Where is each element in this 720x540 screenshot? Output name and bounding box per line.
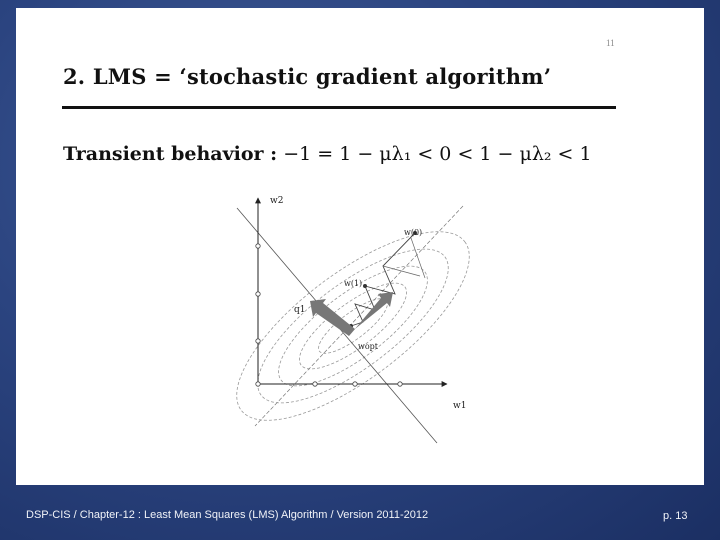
lms-contour-diagram	[215, 186, 485, 448]
axis-w2-label: w2	[270, 196, 284, 206]
q1-arrow	[310, 299, 355, 336]
slide-small-page-number: 11	[606, 38, 615, 48]
q2-arrow	[349, 292, 393, 336]
title-underline	[62, 106, 616, 109]
w0-label: w(0)	[404, 228, 423, 237]
error-contours	[215, 199, 485, 448]
subtitle-equation: −1 = 1 − μλ₁ < 0 < 1 − μλ₂ < 1	[277, 143, 592, 165]
subtitle-line	[63, 143, 592, 165]
subtitle-label: Transient behavior :	[63, 143, 278, 165]
eigenvector-arrows	[310, 292, 393, 336]
axis-w1-label: w1	[453, 401, 467, 411]
footer-page-number: p. 13	[663, 510, 688, 522]
eigenvector-line-q1	[255, 206, 463, 426]
wopt-label: wopt	[358, 342, 378, 351]
footer-text: DSP-CIS / Chapter-12 : Least Mean Squares (LMS) Algorithm / Version 2011-2012	[26, 509, 429, 521]
slide-title: 2. LMS = ‘stochastic gradient algorithm’	[63, 64, 552, 89]
w1-label: w(1)	[344, 279, 363, 288]
q1-label: q1	[294, 305, 306, 315]
point-w1	[363, 284, 367, 288]
